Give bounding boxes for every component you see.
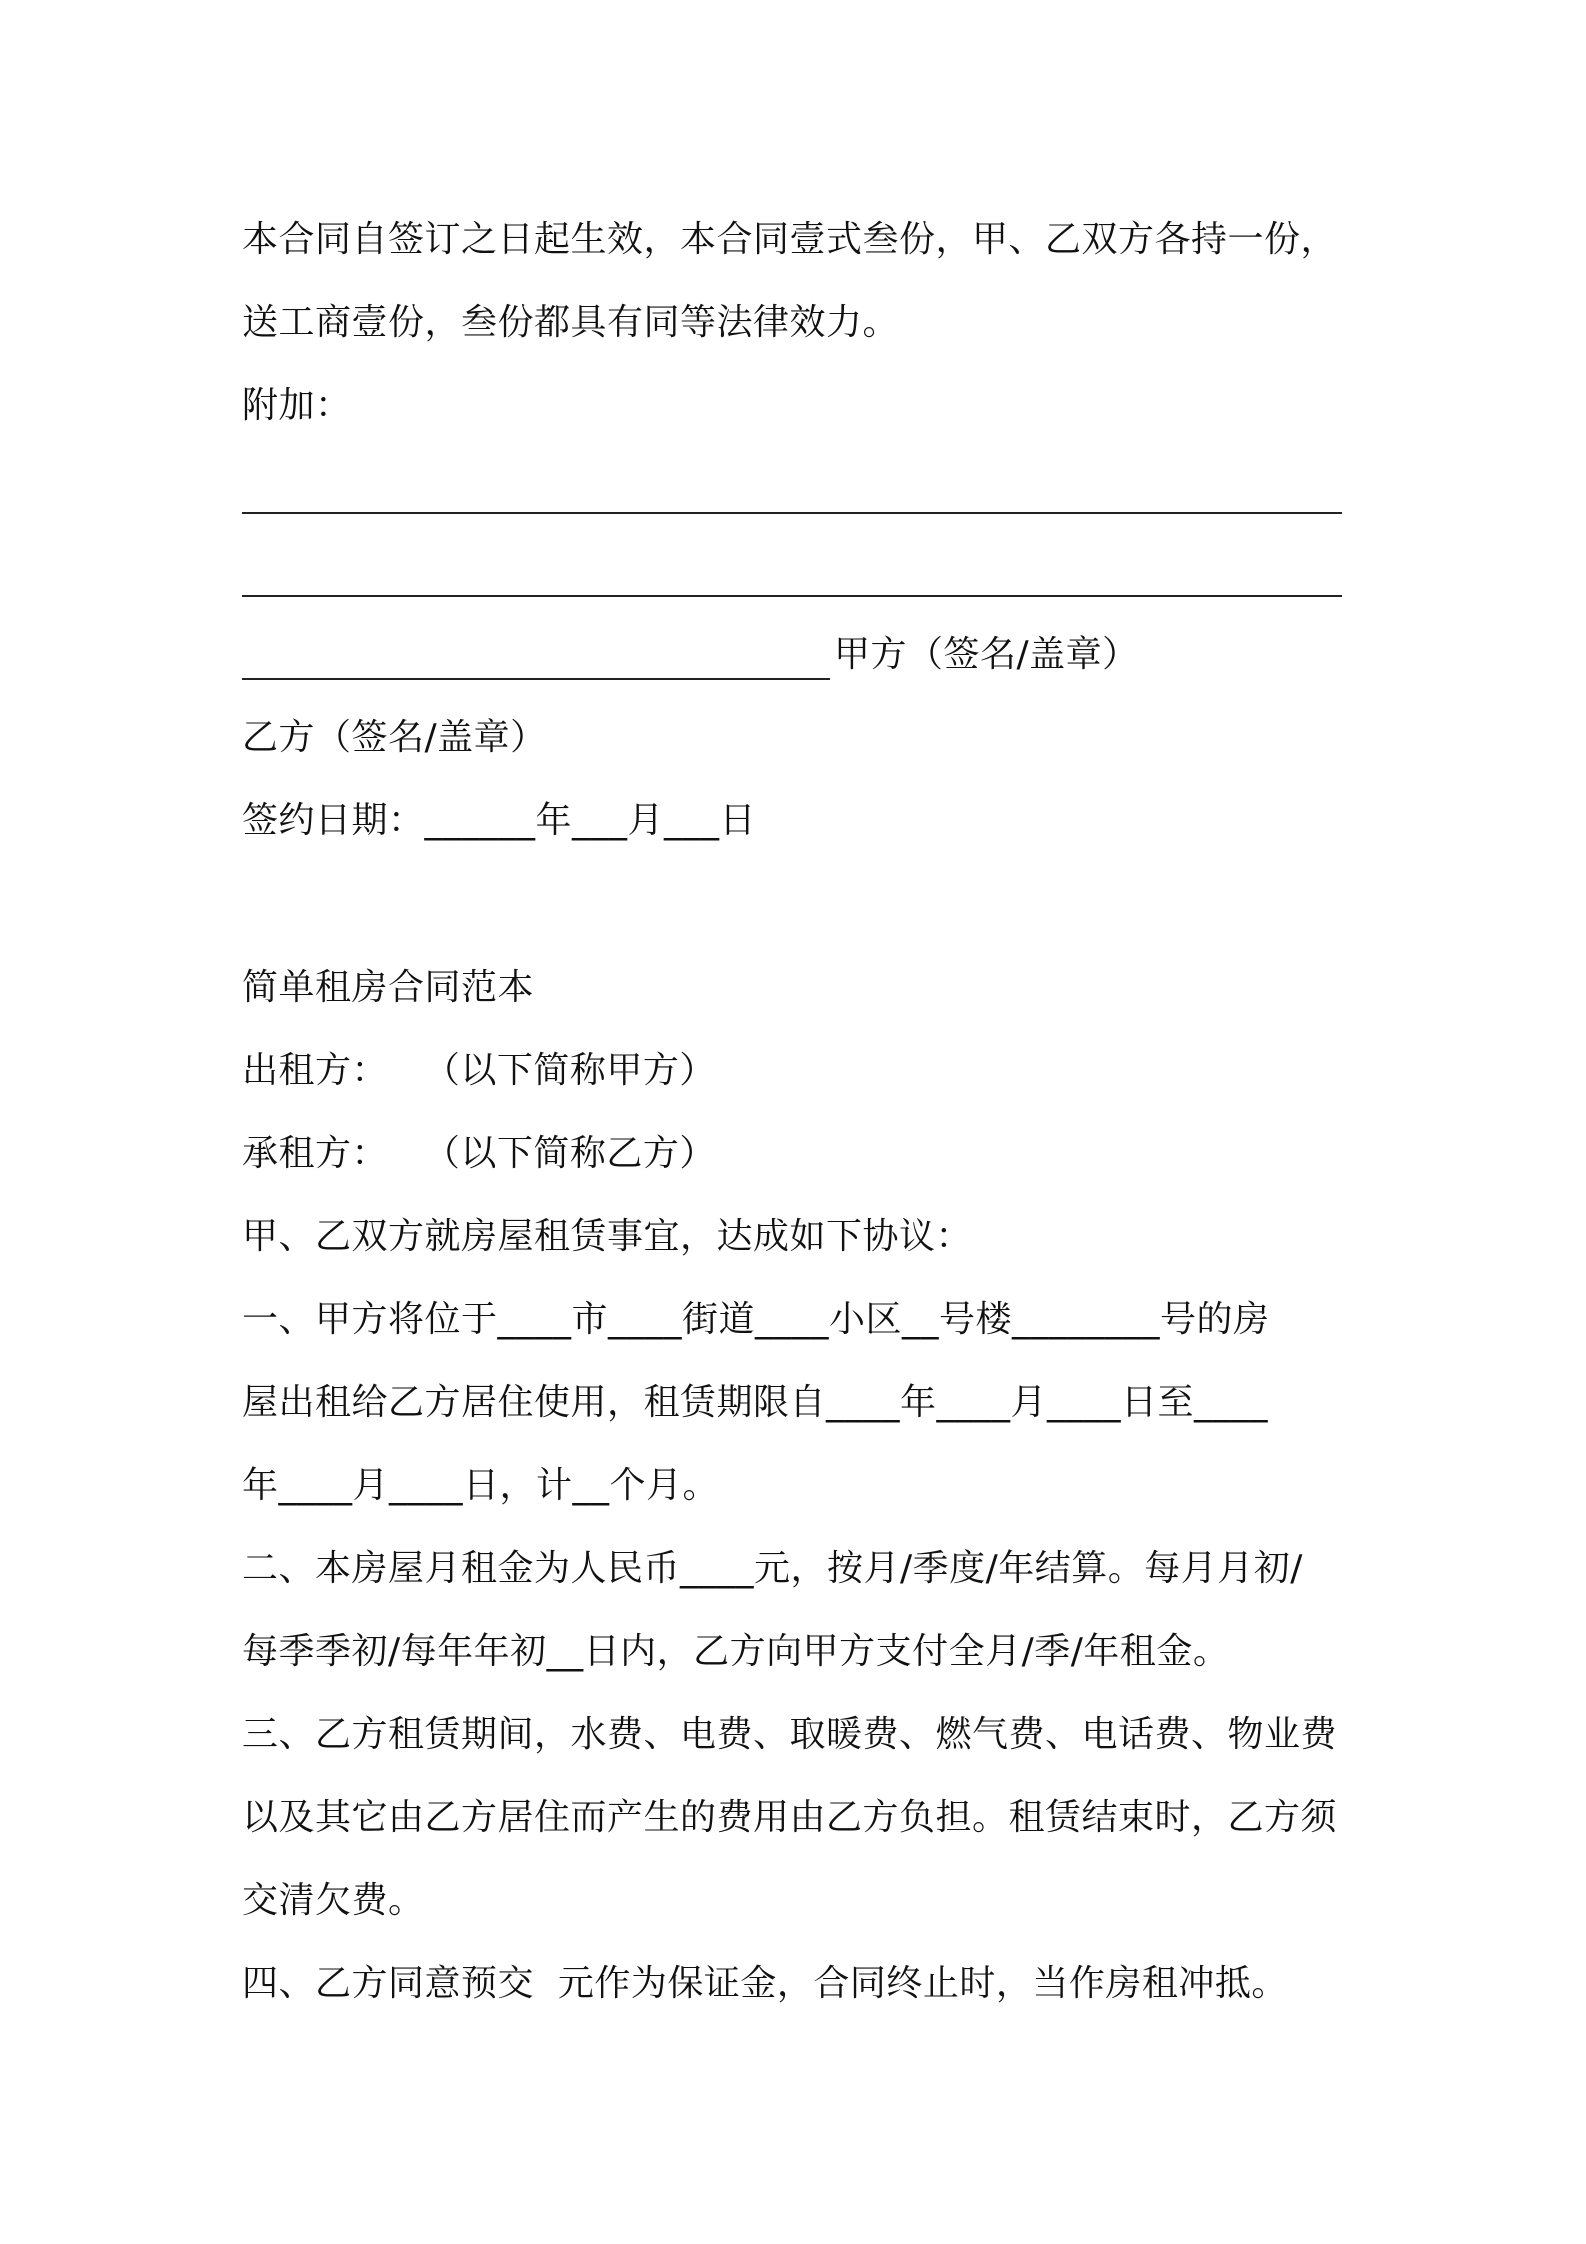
clause-line: 一、甲方将位于____市____街道____小区__号楼________号的房	[242, 1299, 1270, 1340]
clause-line: 每季季初/每年年初__日内，乙方向甲方支付全月/季/年租金。	[242, 1631, 1230, 1672]
clause-line: 年____月____日，计__个月。	[242, 1465, 720, 1506]
section-gap	[242, 862, 1362, 946]
clause-line: 二、本房屋月租金为人民币____元，按月/季度/年结算。每月月初/	[242, 1548, 1303, 1589]
clause-line: 四、乙方同意预交 元作为保证金，合同终止时，当作房租冲抵。	[242, 1963, 1288, 2004]
clause-line: 屋出租给乙方居住使用，租赁期限自____年____月____日至____	[242, 1382, 1269, 1423]
party-a-signature-label: 甲方（签名/盖章）	[834, 634, 1139, 675]
clause-line: 三、乙方租赁期间，水费、电费、取暖费、燃气费、电话费、物业费	[242, 1714, 1338, 1755]
blank-underline	[242, 595, 1342, 597]
addendum-blank-line-1	[242, 447, 1362, 530]
text-line-copies: 送工商壹份，叁份都具有同等法律效力。	[242, 302, 900, 343]
lessee-line: 承租方： （以下简称乙方）	[242, 1133, 716, 1174]
clause-line: 以及其它由乙方居住而产生的费用由乙方负担。租赁结束时，乙方须	[242, 1797, 1338, 1838]
lessor-line: 出租方： （以下简称甲方）	[242, 1050, 716, 1091]
document-body	[242, 198, 1362, 2025]
party-b-signature-label: 乙方（签名/盖章）	[242, 717, 547, 758]
party-a-signature-line	[242, 613, 1362, 696]
sign-date-line: 签约日期：______年___月___日	[242, 800, 757, 841]
blank-underline	[242, 512, 1342, 514]
sample-title: 简单租房合同范本	[242, 967, 535, 1008]
clause-line: 交清欠费。	[242, 1880, 425, 1921]
blank-underline	[242, 678, 830, 680]
agreement-intro: 甲、乙双方就房屋租赁事宜，达成如下协议：	[242, 1216, 973, 1257]
text-line-effective: 本合同自签订之日起生效，本合同壹式叁份，甲、乙双方各持一份，	[242, 219, 1338, 260]
addendum-label: 附加：	[242, 385, 352, 426]
addendum-blank-line-2	[242, 530, 1362, 613]
